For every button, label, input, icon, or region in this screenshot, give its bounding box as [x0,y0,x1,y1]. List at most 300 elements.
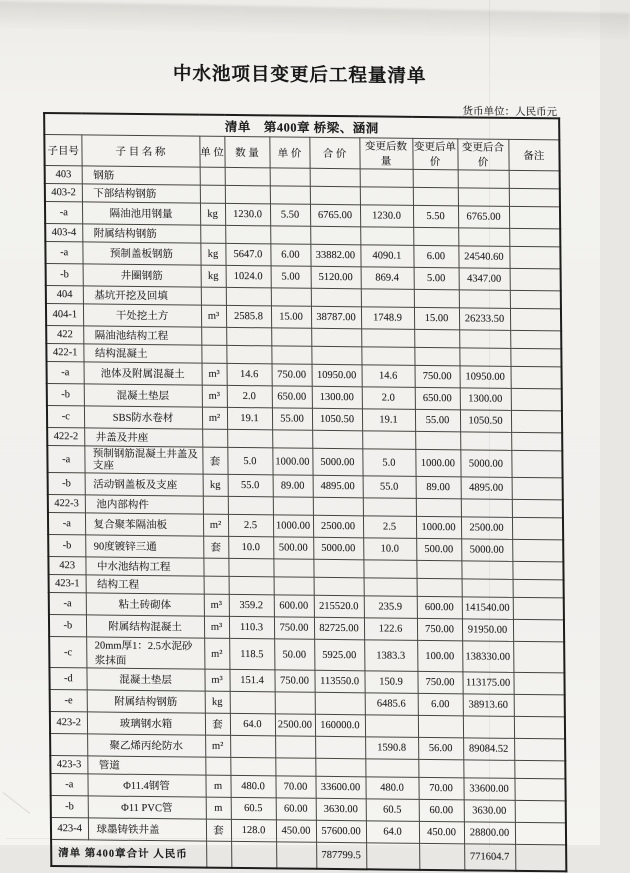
cell-unit: 套 [203,536,228,558]
cell-note [515,822,566,845]
cell-name: 井盖及井座 [84,428,202,447]
cell-qty [226,345,271,363]
cell-name: 中水池结构工程 [85,557,203,576]
cell-ntotal: 24540.60 [458,246,509,269]
cell-total: 215520.0 [314,595,364,618]
cell-total [310,186,360,205]
cell-qty [225,225,270,243]
cell-price [270,186,310,204]
cell-total: 5000.00 [313,537,363,560]
cell-nqty: 2.0 [362,387,415,410]
cell-nqty: 122.6 [364,618,417,641]
cell-ntotal: 91950.00 [462,619,513,642]
cell-total: 38787.00 [311,306,361,329]
cell-note [513,619,564,642]
cell-nqty: 1230.0 [360,205,413,228]
cell-ntotal [462,579,513,598]
cell-nqty: 14.6 [362,365,415,388]
cell-qty: 1230.0 [225,203,270,225]
cell-code: -b [47,384,84,406]
cell-ntotal: 28800.00 [464,822,515,845]
cell-note [509,228,560,247]
cell-code: -a [47,362,84,384]
cell-qty: 1024.0 [226,265,271,287]
cell-nqty: 5.0 [362,449,415,477]
cell-name: 活动钢盖板及支座 [85,473,203,496]
cell-qty: 480.0 [230,775,275,797]
cell-nqty: 60.5 [366,799,419,822]
column-header-3: 数 量 [224,136,269,167]
cell-total [315,692,365,715]
cell-qty [225,185,270,203]
cell-name: 钢筋 [82,166,200,185]
cell-nprice [416,560,461,578]
cell-unit: m² [203,514,228,536]
cell-ntotal [460,432,511,451]
cell-note [511,432,562,451]
cell-nqty [363,498,416,517]
cell-name: 混凝土垫层 [86,668,204,691]
table-footer-row [51,840,566,872]
cell-ntotal [459,330,510,349]
cell-unit: kg [200,203,225,225]
cell-code: -a [45,202,82,224]
cell-code: -b [48,535,85,557]
footer-cell-price [276,842,316,869]
cell-name: 管道 [87,756,205,775]
cell-note [513,579,564,598]
cell-note [510,268,561,291]
cell-nqty: 1748.9 [361,307,414,330]
cell-nprice: 60.00 [419,799,464,821]
cell-code: 422-1 [46,344,83,362]
cell-note [514,716,565,739]
cell-unit [204,576,229,594]
cell-qty: 55.0 [228,474,273,496]
cell-unit: 套 [202,447,227,474]
cell-nprice [413,227,458,245]
cell-note [513,597,564,620]
cell-nprice [414,347,459,365]
cell-nqty: 19.1 [362,409,415,432]
cell-price: 750.00 [274,670,314,692]
cell-qty [227,429,272,447]
cell-nqty: 480.0 [365,777,418,800]
cell-unit: m³ [204,594,229,616]
cell-ntotal: 113175.00 [462,672,513,695]
column-header-8: 变更后合价 [457,139,508,171]
cell-code: -b [48,473,85,495]
cell-note [512,477,563,500]
cell-total: 4895.00 [313,475,363,498]
cell-total [312,430,362,449]
cell-ntotal: 138330.00 [462,641,513,673]
cell-ntotal: 141540.00 [462,597,513,620]
cell-name: 预制钢筋混凝土井盖及 支座 [84,446,202,474]
column-header-9: 备注 [508,139,559,171]
cell-nprice [418,759,463,777]
cell-ntotal: 6765.00 [458,206,509,229]
cell-unit: 套 [205,713,230,735]
cell-ntotal: 3630.00 [464,800,515,823]
footer-cell-qty [231,841,276,868]
cell-code: 404-1 [46,304,83,326]
cell-price: 70.00 [275,776,315,798]
cell-nprice [418,715,463,737]
cell-note [510,348,561,367]
cell-note [511,450,562,478]
cell-total [310,226,360,245]
column-header-1: 子 目 名 称 [81,135,199,167]
cell-ntotal: 5000.00 [461,539,512,562]
cell-name: SBS防水卷材 [84,406,202,429]
cell-name: 基坑开挖及回填 [83,286,201,305]
cell-qty: 2.5 [228,514,273,536]
cell-code: 422-2 [47,428,84,446]
cell-qty: 14.6 [227,363,272,385]
cell-code: 423-2 [50,712,87,734]
cell-qty: 60.5 [231,797,276,819]
cell-price: 450.00 [276,820,316,842]
cell-ntotal [461,499,512,518]
footer-cell-ntotal: 771604.7 [464,844,515,871]
cell-price [272,430,312,448]
cell-nqty [363,560,416,579]
cell-note [512,539,563,562]
cell-name: 复合聚苯隔油板 [85,513,203,536]
cell-price [273,497,313,515]
cell-qty [230,735,275,757]
cell-nprice [414,289,459,307]
cell-note [514,738,565,761]
cell-qty: 128.0 [231,819,276,841]
cell-price [273,559,313,577]
cell-total: 3630.00 [316,798,366,821]
cell-total [311,346,361,365]
cell-note [512,517,563,540]
cell-note [510,290,561,309]
footer-cell-nqty [366,843,419,870]
cell-unit: m [206,797,231,819]
cell-note [509,246,560,269]
cell-nprice: 1000.00 [416,516,461,538]
cell-unit: m² [202,407,227,429]
cell-qty: 10.0 [228,536,273,558]
cell-nqty: 1383.3 [364,640,417,672]
cell-nprice: 6.00 [418,693,463,715]
cell-code: -a [50,774,87,796]
cell-unit: m³ [202,385,227,407]
cell-nprice: 55.00 [415,409,460,431]
cell-qty [229,576,274,594]
cell-qty [228,496,273,514]
cell-name: 下部结构钢筋 [82,184,200,203]
cell-name: 隔油池用钢量 [82,202,200,225]
cell-code: 422-3 [48,495,85,513]
cell-nprice: 650.00 [415,387,460,409]
cell-note [515,800,566,823]
cell-code: 423 [48,557,85,575]
cell-unit [203,558,228,576]
cell-qty: 19.1 [227,407,272,429]
cell-note [514,778,565,801]
cell-code: -a [49,593,86,615]
cell-code: -b [46,264,83,286]
cell-unit: kg [200,243,225,265]
cell-name: 结构混凝土 [83,344,201,363]
cell-nqty: 1590.8 [365,737,418,760]
cell-note [513,641,564,673]
cell-price: 60.00 [276,798,316,820]
cell-nprice [413,187,458,205]
cell-nprice: 56.00 [418,737,463,759]
cell-nprice: 5.00 [414,267,459,289]
cell-total: 82725.00 [314,617,364,640]
cell-name: 混凝土垫层 [84,384,202,407]
cell-qty: 359.2 [229,594,274,616]
cell-qty [230,757,275,775]
cell-note [514,760,565,779]
cell-nprice: 750.00 [415,365,460,387]
cell-nprice: 750.00 [417,618,462,640]
cell-nqty [361,289,414,308]
cell-qty [226,327,271,345]
cell-nqty: 10.0 [363,538,416,561]
footer-label: 清单 第400章合计 人民币 [51,840,206,868]
cell-code: -c [49,637,86,668]
cell-note [510,308,561,331]
cell-nprice [415,431,460,449]
cell-nqty [361,347,414,366]
cell-qty: 118.5 [229,638,274,669]
cell-price [275,758,315,776]
cell-total: 5120.00 [311,266,361,289]
cell-nqty [361,329,414,348]
cell-nprice [413,169,458,187]
cell-price [271,328,311,346]
cell-total [311,288,361,307]
cell-unit: m³ [202,363,227,385]
cell-nprice: 70.00 [418,777,463,799]
cell-nprice: 15.00 [414,307,459,329]
cell-name: 球墨铸铁井盖 [88,818,206,841]
cell-name: 干处挖土方 [83,304,201,327]
cell-nqty [360,187,413,206]
cell-ntotal: 89084.52 [463,738,514,761]
cell-ntotal: 1300.00 [460,388,511,411]
page-title: 中水池项目变更后工程量清单 [172,64,427,88]
cell-total: 33600.00 [315,776,365,799]
cell-total: 10950.00 [312,364,362,387]
cell-unit [205,757,230,775]
cell-total: 2500.00 [313,515,363,538]
column-header-7: 变更后单价 [412,138,457,169]
cell-unit: m [205,775,230,797]
table-section-title: 清单 第400章 桥梁、涵洞 [44,113,559,140]
cell-nqty [360,169,413,188]
cell-total [313,559,363,578]
cell-total: 33882.00 [310,244,360,267]
cell-nqty: 55.0 [363,476,416,499]
cell-note [511,388,562,411]
cell-price: 55.00 [272,408,312,430]
cell-nqty: 150.9 [364,671,417,694]
currency-unit-note: 货币单位：人民币元 [462,106,558,119]
cell-unit: 套 [206,819,231,841]
cell-nprice: 450.00 [419,821,464,843]
cell-note [509,188,560,207]
cell-unit [201,327,226,345]
cell-nprice: 6.00 [413,245,458,267]
cell-total: 1300.00 [312,386,362,409]
cell-ntotal: 4895.00 [461,477,512,500]
cell-unit [200,185,225,203]
footer-cell-unit [206,841,231,868]
cell-total [314,577,364,596]
cell-note [510,330,561,349]
cell-code: 403 [45,166,82,184]
cell-nprice [414,329,459,347]
cell-ntotal: 38913.60 [463,694,514,717]
cell-price: 15.00 [271,306,311,328]
cell-nqty: 235.9 [364,596,417,619]
cell-unit [201,345,226,363]
cell-price: 6.00 [270,244,310,266]
cell-name: 粘土砖砌体 [86,593,204,616]
cell-nprice: 600.00 [417,596,462,618]
cell-price [275,736,315,758]
cell-price [271,288,311,306]
cell-name: Φ11 PVC管 [88,796,206,819]
cell-ntotal: 26233.50 [459,308,510,331]
cell-total: 5925.00 [314,639,364,671]
cell-nqty [362,431,415,450]
cell-note [509,206,560,229]
cell-price [270,168,310,186]
cell-nprice [416,498,461,516]
cell-unit: m² [205,735,230,757]
cell-nqty: 6485.6 [365,693,418,716]
cell-price: 2500.00 [275,714,315,736]
cell-name: 附属结构混凝土 [86,615,204,638]
cell-price: 1000.00 [273,515,313,537]
cell-total [313,497,363,516]
cell-nprice: 89.00 [416,476,461,498]
cell-ntotal [463,760,514,779]
cell-unit [201,287,226,305]
cell-ntotal: 4347.00 [459,268,510,291]
cell-total: 1050.50 [312,408,362,431]
cell-note [512,499,563,518]
table-body [45,166,567,872]
cell-code: -b [49,615,86,637]
footer-cell-note [515,844,566,871]
cell-unit: m³ [204,669,229,691]
cell-price: 750.00 [272,364,312,386]
cell-note [512,561,563,580]
cell-name: 90度镀锌三通 [85,535,203,558]
cell-note [513,672,564,695]
column-header-4: 单 价 [269,137,309,168]
cell-total [315,736,365,759]
cell-nqty: 869.4 [361,267,414,290]
cell-note [511,410,562,433]
cell-price: 1000.00 [272,448,312,475]
cell-total: 160000.0 [315,714,365,737]
cell-unit: m³ [201,305,226,327]
cell-qty: 110.3 [229,616,274,638]
cell-nqty: 2.5 [363,516,416,539]
cell-qty [228,558,273,576]
cell-price: 650.00 [272,386,312,408]
cell-total: 6765.00 [310,204,360,227]
cell-name: 附属结构钢筋 [87,690,205,713]
cell-unit [200,225,225,243]
cell-qty: 151.4 [229,669,274,691]
cell-qty: 2585.8 [226,305,271,327]
cell-unit [200,167,225,185]
column-header-2: 单 位 [199,136,224,167]
cell-ntotal: 2500.00 [461,517,512,540]
cell-nprice: 100.00 [417,640,462,671]
cell-nqty [365,715,418,738]
cell-qty: 64.0 [230,713,275,735]
cell-ntotal [458,228,509,247]
cell-ntotal: 1050.50 [460,410,511,433]
cell-nqty [364,578,417,597]
cell-name: 井圈钢筋 [83,264,201,287]
cell-ntotal [458,170,509,189]
cell-price [274,577,314,595]
cell-price [275,692,315,714]
column-header-5: 合 价 [309,137,359,169]
cell-code: -a [47,446,84,473]
cell-nqty: 64.0 [366,821,419,844]
cell-total [315,758,365,777]
cell-code: 423-1 [49,575,86,593]
cell-name: 池体及附属混凝土 [84,362,202,385]
cell-unit: kg [205,691,230,713]
cell-nprice: 750.00 [417,671,462,693]
cell-code: 423-4 [51,818,88,840]
cell-total: 57600.00 [316,820,366,843]
cell-nqty: 4090.1 [360,245,413,268]
cell-price: 5.50 [270,204,310,226]
cell-ntotal [461,561,512,580]
cell-note [511,366,562,389]
cell-qty [230,691,275,713]
cell-unit [202,429,227,447]
cell-price [271,346,311,364]
cell-name: 附属结构钢筋 [82,224,200,243]
cell-name: Φ11.4钢管 [87,774,205,797]
cell-name: 玻璃钢水箱 [87,712,205,735]
cell-nprice: 5.50 [413,205,458,227]
cell-total: 113550.0 [314,670,364,693]
cell-qty [225,167,270,185]
cell-code: 403-4 [45,224,82,242]
cell-code: -a [45,242,82,264]
cell-total [311,328,361,347]
cell-unit: m² [204,638,229,669]
cell-code: -c [47,406,84,428]
cell-ntotal: 10950.00 [460,366,511,389]
cell-code: -a [48,513,85,535]
cell-ntotal [458,188,509,207]
cell-code: 422 [46,326,83,344]
cell-price: 600.00 [274,595,314,617]
cell-code: -b [51,796,88,818]
